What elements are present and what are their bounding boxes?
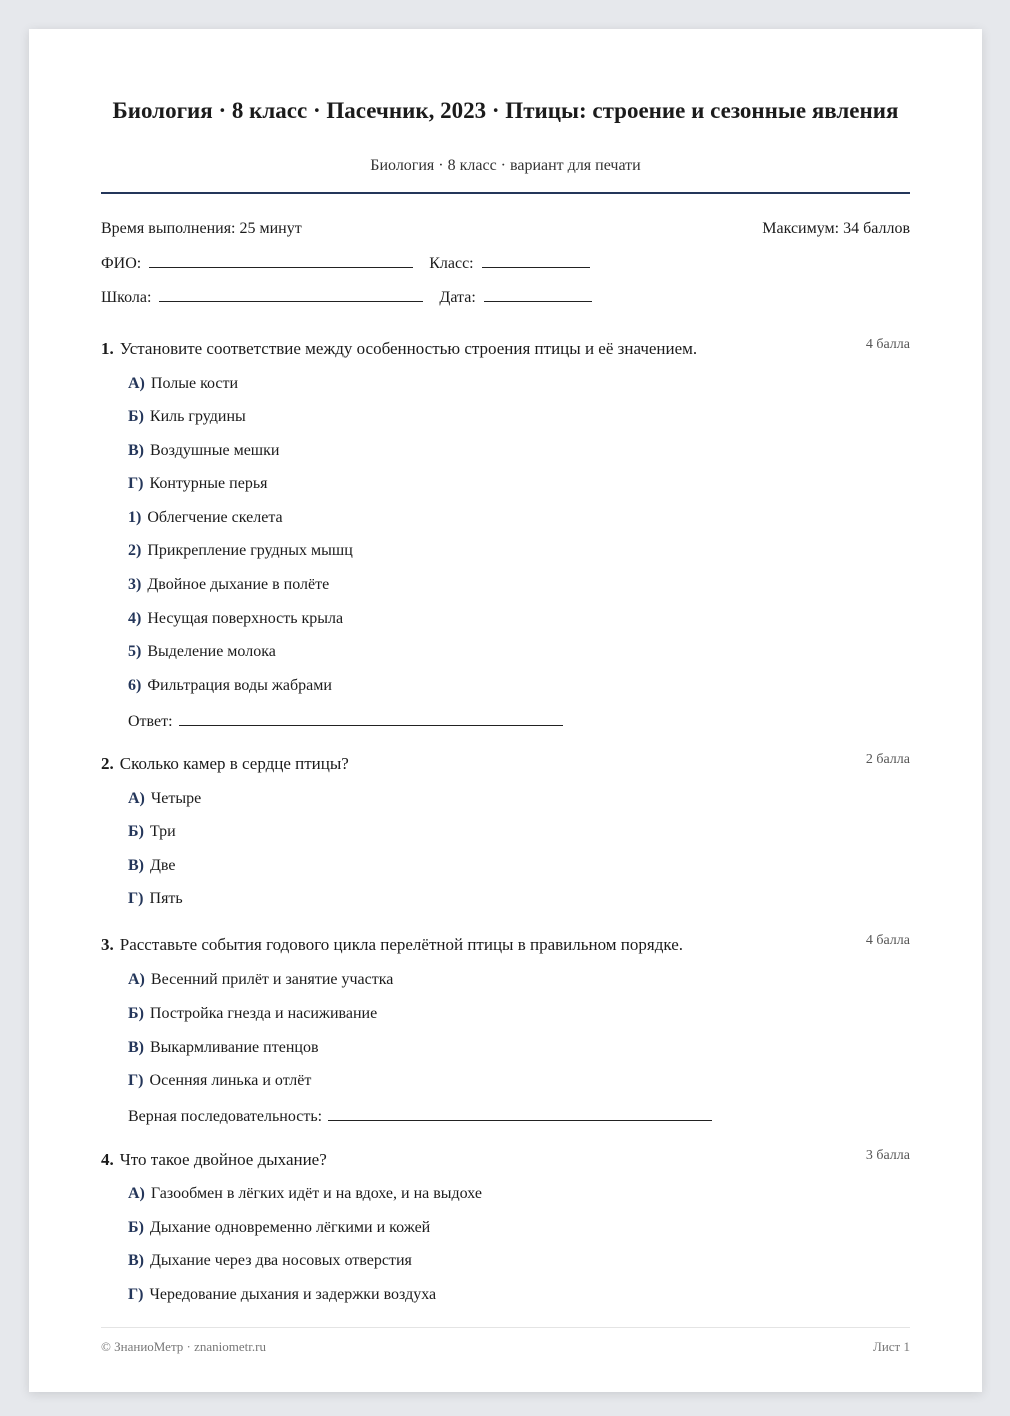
option-label: В) xyxy=(128,1252,144,1269)
fio-line[interactable] xyxy=(149,253,413,268)
option xyxy=(128,475,267,493)
footer-divider xyxy=(101,1327,910,1328)
question-points: 4 балла xyxy=(865,337,910,352)
option-text: Полые кости xyxy=(150,375,239,392)
option-label: Г) xyxy=(128,475,144,492)
option xyxy=(128,1286,436,1304)
option-text: Весенний прилёт и занятие участка xyxy=(150,971,394,988)
option-text: Двойное дыхание в полёте xyxy=(147,576,330,593)
option-label: Б) xyxy=(128,408,144,425)
question-text xyxy=(101,339,697,359)
school-label: Школа: xyxy=(101,289,152,306)
option-label: 4) xyxy=(128,610,142,627)
fio-label: ФИО: xyxy=(101,255,142,272)
question-points: 4 балла xyxy=(865,933,910,948)
option-label: Г) xyxy=(128,1286,144,1303)
option-label: Г) xyxy=(128,890,144,907)
option-label: В) xyxy=(128,442,144,459)
date-label: Дата: xyxy=(439,289,476,306)
question-number: 2. xyxy=(101,754,114,773)
option-text: Выкармливание птенцов xyxy=(150,1039,319,1056)
option-text: Постройка гнезда и насиживание xyxy=(149,1005,378,1022)
option-text: Дыхание одновременно лёгкими и кожей xyxy=(149,1219,431,1236)
question-text xyxy=(101,1150,327,1170)
option-label: В) xyxy=(128,1039,144,1056)
option xyxy=(128,408,246,426)
class-label: Класс: xyxy=(429,255,474,272)
option-text: Воздушные мешки xyxy=(150,442,280,459)
option-label: 6) xyxy=(128,677,142,694)
answer-label: Ответ: xyxy=(128,713,173,730)
question-prompt: Расставьте события годового цикла перелётной птицы в правильном порядке. xyxy=(119,935,683,954)
time-limit: Время выполнения: 25 минут xyxy=(101,220,302,237)
option xyxy=(128,1072,311,1090)
option xyxy=(128,1039,319,1057)
max-score: Максимум: 34 баллов xyxy=(762,220,910,237)
option xyxy=(128,542,353,560)
option-text: Контурные перья xyxy=(149,475,268,492)
name-class-row xyxy=(101,253,590,273)
meta-row xyxy=(101,220,910,238)
question-prompt: Что такое двойное дыхание? xyxy=(119,1150,327,1169)
answer-row xyxy=(128,711,563,731)
option-label: А) xyxy=(128,375,145,392)
option xyxy=(128,610,343,628)
question-number: 1. xyxy=(101,339,114,358)
page-content xyxy=(101,29,910,1392)
option-label: Б) xyxy=(128,1219,144,1236)
option-text: Три xyxy=(149,823,176,840)
option-text: Дыхание через два носовых отверстия xyxy=(150,1252,412,1269)
header-divider xyxy=(101,192,910,194)
option xyxy=(128,375,238,393)
option-text: Облегчение скелета xyxy=(147,509,283,526)
question-points: 2 балла xyxy=(865,752,910,767)
option-text: Осенняя линька и отлёт xyxy=(149,1072,312,1089)
option xyxy=(128,823,176,841)
question-number: 3. xyxy=(101,935,114,954)
question-prompt: Установите соответствие между особенностью строения птицы и её значением. xyxy=(119,339,698,358)
option-label: 5) xyxy=(128,643,142,660)
option-text: Две xyxy=(150,857,176,874)
question-number: 4. xyxy=(101,1150,114,1169)
option-label: Б) xyxy=(128,823,144,840)
option xyxy=(128,1005,377,1023)
question-points: 3 балла xyxy=(865,1148,910,1163)
footer-copyright: © ЗнаниоМетр · znaniometr.ru xyxy=(101,1339,266,1354)
option-label: 2) xyxy=(128,542,142,559)
option-label: А) xyxy=(128,971,145,988)
page-title: Биология · 8 класс · Пасечник, 2023 · Птицы: строение и сезонные явления xyxy=(112,98,899,123)
question-text xyxy=(101,754,349,774)
footer-page-number: Лист 1 xyxy=(873,1339,910,1354)
option-text: Чередование дыхания и задержки воздуха xyxy=(149,1286,437,1303)
option xyxy=(128,1219,430,1237)
answer-line[interactable] xyxy=(328,1106,712,1121)
option-text: Фильтрация воды жабрами xyxy=(147,677,332,694)
option xyxy=(128,576,329,594)
option-text: Киль грудины xyxy=(149,408,246,425)
option-label: 3) xyxy=(128,576,142,593)
option-text: Прикрепление грудных мышц xyxy=(147,542,353,559)
option-label: Г) xyxy=(128,1072,144,1089)
option xyxy=(128,509,283,527)
option xyxy=(128,1185,482,1203)
option-text: Выделение молока xyxy=(147,643,276,660)
page-subtitle: Биология · 8 класс · вариант для печати xyxy=(370,157,641,174)
question-prompt: Сколько камер в сердце птицы? xyxy=(119,754,349,773)
option xyxy=(128,1252,412,1270)
option-text: Четыре xyxy=(150,790,202,807)
option-text: Несущая поверхность крыла xyxy=(147,610,344,627)
class-line[interactable] xyxy=(482,253,590,268)
option-label: В) xyxy=(128,857,144,874)
option-text: Пять xyxy=(149,890,183,907)
school-date-row xyxy=(101,287,592,307)
option-label: А) xyxy=(128,1185,145,1202)
option-text: Газообмен в лёгких идёт и на вдохе, и на выдохе xyxy=(150,1185,482,1202)
option xyxy=(128,971,393,989)
school-line[interactable] xyxy=(159,287,423,302)
option xyxy=(128,890,183,908)
option-label: 1) xyxy=(128,509,142,526)
question-text xyxy=(101,935,683,955)
worksheet-page xyxy=(29,29,982,1392)
option-label: Б) xyxy=(128,1005,144,1022)
answer-row xyxy=(128,1106,712,1126)
option-label: А) xyxy=(128,790,145,807)
option xyxy=(128,677,332,695)
date-line[interactable] xyxy=(484,287,592,302)
option xyxy=(128,643,276,661)
answer-label: Верная последовательность: xyxy=(128,1108,323,1125)
answer-line[interactable] xyxy=(179,711,563,726)
option xyxy=(128,442,279,460)
option xyxy=(128,790,201,808)
option xyxy=(128,857,175,875)
